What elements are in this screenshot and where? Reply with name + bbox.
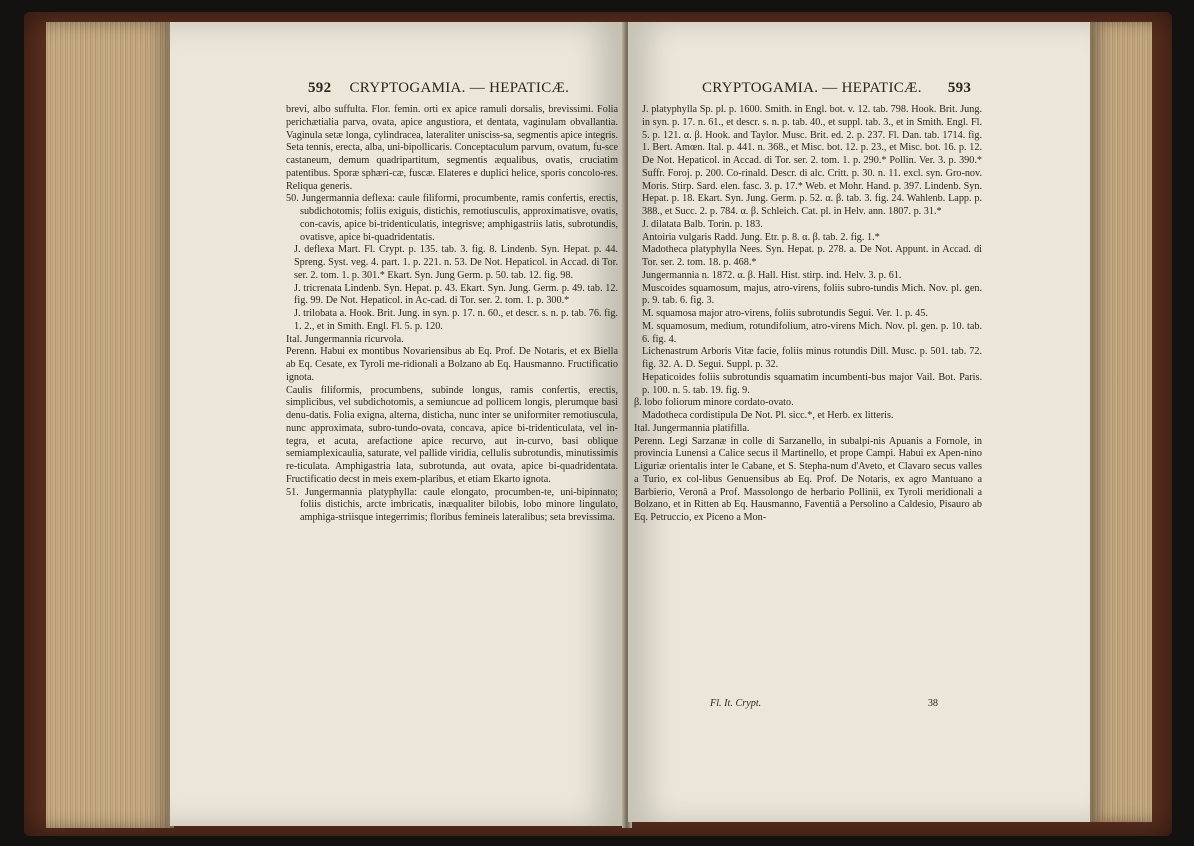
left-running-head bbox=[308, 80, 569, 97]
text-paragraph: 51. Jungermannia platyphylla: caule elongato, procumben-te, uni-bipinnato; foliis distichis, arcte imbricatis, inæqualiter bilobis, lobo minore lingulato, amphiga-striisque integerrimis; floribus femineis lateralibus; seta brevissima. bbox=[286, 486, 618, 523]
text-paragraph: 50. Jungermannia deflexa: caule filiformi, procumbente, ramis confertis, erectis, subdichotomis; foliis exiguis, distichis, remotiusculis, approximatisve, ovatis, con-cavis, apice bi-tridenticulatis, integrisve; amphigastriis latis, subrotundis, ovatisve, apice bi-quadridentatis. bbox=[286, 193, 618, 243]
right-page-number: 593 bbox=[947, 80, 972, 96]
signature-mark: 38 bbox=[927, 698, 938, 709]
text-paragraph: M. squamosa major atro-virens, foliis subrotundis Segui. Ver. 1. p. 45. bbox=[642, 308, 928, 319]
text-paragraph: Madotheca platyphylla Nees. Syn. Hepat. p. 278. a. De Not. Appunt. in Accad. di Tor. ser. 2. tom. 18. p. 468.* bbox=[642, 244, 982, 268]
text-paragraph: J. tricrenata Lindenb. Syn. Hepat. p. 43. Ekart. Syn. Jung. Germ. p. 49. tab. 12. fig. 99. De Not. Hepaticol. in Ac-cad. di Tor. ser. 2. tom. 1. p. 300.* bbox=[294, 282, 618, 307]
page-edges-right bbox=[1088, 22, 1152, 822]
text-paragraph: β. lobo foliorum minore cordato-ovato. bbox=[634, 397, 794, 409]
text-paragraph: J. deflexa Mart. Fl. Crypt. p. 135. tab. 3. fig. 8. Lindenb. Syn. Hepat. p. 44. Spreng. Syst. veg. 4. part. 1. p. 221. n. 53. De Not. Hepaticol. in Accad. di Tor. ser. 2. tom. 1. p. 301.* Ekart. Syn. Jung Germ. p. 50. tab. 12. fig. 98. bbox=[294, 244, 618, 281]
text-paragraph: J. platyphylla Sp. pl. p. 1600. Smith. in Engl. bot. v. 12. tab. 798. Hook. Brit. Jung. in syn. p. 17. n. 61., et descr. s. n. p. tab. 40., et suppl. tab. 3., et in Smith. Engl. Fl. 5. p. 121. α. β. Hook. and Taylor. Musc. Brit. ed. 2. p. 237. Fl. Dan. tab. 1714. fig. 1. Bert. Amœn. Ital. p. 441. n. 368., et Misc. bot. 12. p. 23., et Misc. bot. 16. p. 12. De Not. Hepaticol. in Accad. di Tor. ser. 2. tom. 1. p. 290.* Pollin. Ver. 3. p. 390.* Suffr. Foroj. p. 200. Co-rinald. Descr. di alc. Critt. p. 30. n. 11. excl. syn. Gro-nov. Moris. Stirp. Sard. elen. fasc. 3. p. 17.* Web. et Mohr. Hand. p. 397. Lindenb. Syn. Hepat. p. 18. Ekart. Syn. Jung. Germ. p. 52. α. β. tab. 3. fig. 24. Wahlenb. Lapp. p. 388., et Succ. 2. p. 784. α. β. Schleich. Cat. pl. in Helv. ann. 1807. p. 31.* bbox=[642, 104, 982, 217]
left-running-title: CRYPTOGAMIA. — HEPATICÆ. bbox=[349, 80, 570, 96]
text-paragraph: Madotheca cordistipula De Not. Pl. sicc.*, et Herb. ex litteris. bbox=[642, 410, 894, 421]
text-paragraph: M. squamosum, medium, rotundifolium, atro-virens Mich. Nov. pl. gen. p. 10. tab. 6. fig. 4. bbox=[642, 320, 982, 345]
text-paragraph: Lichenastrum Arboris Vitæ facie, foliis minus rotundis Dill. Musc. p. 501. tab. 72. fig. 32. A. D. Segui. Suppl. p. 32. bbox=[642, 346, 982, 370]
right-page-text bbox=[634, 104, 982, 525]
text-paragraph: Hepaticoides foliis subrotundis squamatim incumbenti-bus major Vail. Bot. Paris. p. 100. n. 5. tab. 19. fig. 9. bbox=[642, 371, 982, 396]
right-running-title: CRYPTOGAMIA. — HEPATICÆ. bbox=[702, 80, 922, 96]
left-page bbox=[170, 22, 626, 826]
text-paragraph: Antoiria vulgaris Radd. Jung. Etr. p. 8. α. β. tab. 2. fig. 1.* bbox=[642, 231, 880, 243]
text-paragraph: Perenn. Legi Sarzanæ in colle di Sarzanello, in subalpi-nis Apuanis a Fornole, in provincia Lunensi a Calice secus il Martinello, et prope Campi. Habui ex Apen-nino Liguriæ orientalis inter le Cabane, et S. Stepha-num d'Aveto, et Clavaro secus valles a Turio, ex col-libus Genuensibus ab Eq. Prof. De Notaris, ex agro Mantuano a Barbierio, Veronâ a Prof. Massolongo de herbario Pollinii, ex Tyroli meridionali a Bolzano, et in Ritten ab Eq. Hausmanno, Faventiâ a Persolino a Caldesio, Pisauro ab Eq. Petruccio, ex Piceno a Mon- bbox=[634, 435, 982, 523]
right-page bbox=[628, 22, 1090, 822]
footer-abbreviation: Fl. It. Crypt. bbox=[710, 698, 762, 709]
left-page-number: 592 bbox=[308, 80, 332, 96]
text-paragraph: brevi, albo suffulta. Flor. femin. orti ex apice ramuli dorsalis, brevissimi. Folia perichætialia parva, ovata, apice angustiora, et dentata, vaginulam obvallantia. Vaginula setæ longa, cylindracea, lateraliter unisciss-sa, segmentis apice integris. Seta tennis, erecta, alba, uni-bipollicaris. Conceptaculum parvum, ovatum, fu-sce castaneum, demum quadripartitum, segmentis æqualibus, ovatis, cruciatim patentibus. Sporæ sphæri-cæ, fuscæ. Elateres e duplici helice, sporis concolo-res. Reliqua generis. bbox=[286, 104, 618, 192]
page-edges-left bbox=[46, 22, 174, 828]
right-page-footer bbox=[710, 698, 938, 709]
text-paragraph: Muscoides squamosum, majus, atro-virens, foliis subro-tundis Mich. Nov. pl. gen. p. 9. tab. 6. fig. 3. bbox=[642, 282, 982, 307]
text-paragraph: Ital. Jungermannia platifilla. bbox=[634, 422, 750, 434]
text-paragraph: J. trilobata a. Hook. Brit. Jung. in syn. p. 17. n. 60., et descr. s. n. p. tab. 76. fig. 1. 2., et in Smith. Engl. Fl. 5. p. 120. bbox=[294, 308, 618, 332]
text-paragraph: Jungermannia n. 1872. α. β. Hall. Hist. stirp. ind. Helv. 3. p. 61. bbox=[642, 269, 902, 281]
left-page-text bbox=[286, 104, 618, 525]
text-paragraph: J. dilatata Balb. Torin. p. 183. bbox=[642, 218, 763, 230]
text-paragraph: Perenn. Habui ex montibus Novariensibus ab Eq. Prof. De Notaris, et ex Biella ab Eq. Cesate, ex Tyroli me-ridionali a Bolzano ab Eq. Hausmanno. Fructificatio ignota. bbox=[286, 346, 618, 383]
right-running-head bbox=[702, 80, 971, 97]
text-paragraph: Ital. Jungermannia ricurvola. bbox=[286, 333, 404, 345]
text-paragraph: Caulis filiformis, procumbens, subinde longus, ramis confertis, erectis, simplicibus, vel subdichotomis, a semiuncue ad pollicem longis, plerumque basi denu-datis. Folia exigna, alterna, disticha, nunc inter se uniformiter remotiuscula, nunc approximata, subro-tundo-ovata, concava, apice bi-tridenticulata, vel in-tegra, et acuta, arefactione apice recurvo, aut in-curvo, basi oblique semiamplexicaulia, saturate, vel pallide viridia, cellulis subrotundis, minutissimis re-ticulata. Amphigastria lata, subrotunda, aut ovata, apice bi-quadridentata. Fructificatio decst in meis exem-plaribus, et etiam Ekarto ignota. bbox=[286, 384, 618, 485]
